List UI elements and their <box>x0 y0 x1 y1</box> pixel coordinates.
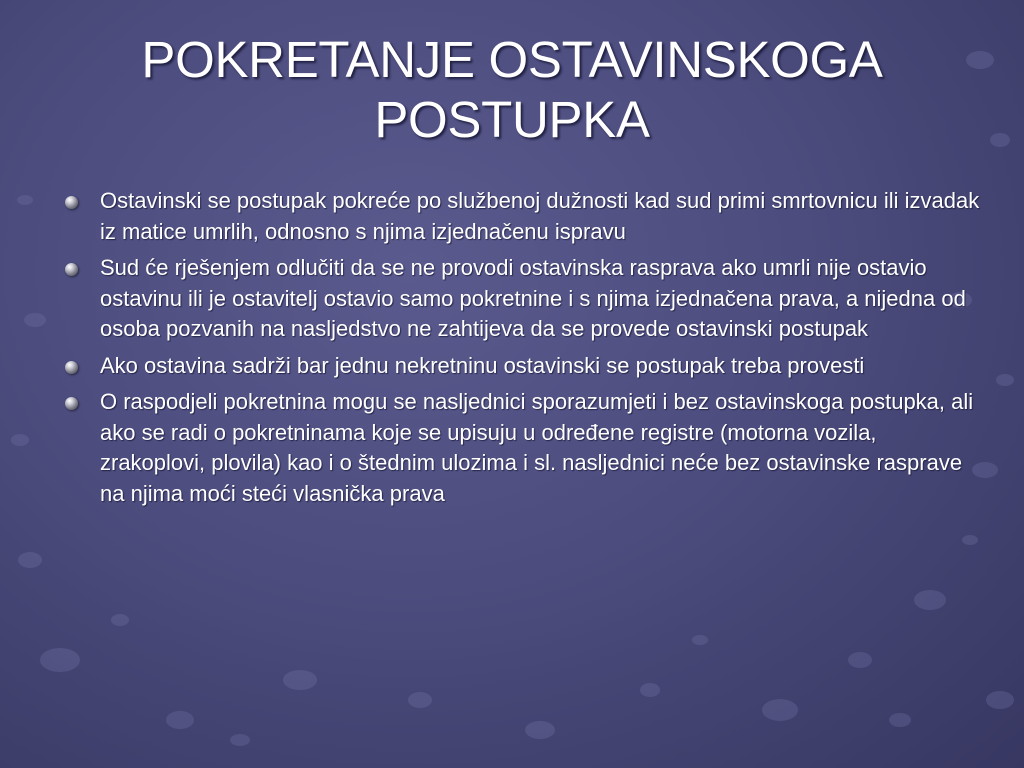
bullet-item <box>64 351 984 382</box>
bullet-text: Sud će rješenjem odlučiti da se ne provodi ostavinska rasprava ako umrli nije ostavio ostavinu ili je ostavitelj ostavio samo pokretnine i s njima izjednačena prava, a nijedna od osoba pozvanih na nasljedstvo ne zahtijeva da se provede ostavinski postupak <box>100 255 966 341</box>
bullet-item <box>64 253 984 345</box>
sphere-bullet-icon <box>65 196 78 209</box>
sphere-bullet-icon <box>65 397 78 410</box>
bullet-item <box>64 186 984 247</box>
bullet-list <box>64 186 984 515</box>
slide-title-line-1: POKRETANJE OSTAVINSKOGA <box>141 31 883 88</box>
sphere-bullet-icon <box>65 361 78 374</box>
slide-title-line-2: POSTUPKA <box>374 91 650 148</box>
sphere-bullet-icon <box>65 263 78 276</box>
bullet-text: Ako ostavina sadrži bar jednu nekretninu ostavinski se postupak treba provesti <box>100 352 865 378</box>
slide-title <box>40 30 984 150</box>
bullet-item <box>64 387 984 509</box>
bullet-text: O raspodjeli pokretnina mogu se nasljednici sporazumjeti i bez ostavinskoga postupka, ali ako se radi o pokretninama koje se upisuju u određene registre (motorna vozila, zrakoplovi, plovila) kao i o štednim ulozima i sl. nasljednici neće bez ostavinske rasprave na njima moći steći vlasnička prava <box>100 389 974 506</box>
bullet-text: Ostavinski se postupak pokreće po službenoj dužnosti kad sud primi smrtovnicu ili izvadak iz matice umrlih, odnosno s njima izjednačenu ispravu <box>100 188 980 244</box>
